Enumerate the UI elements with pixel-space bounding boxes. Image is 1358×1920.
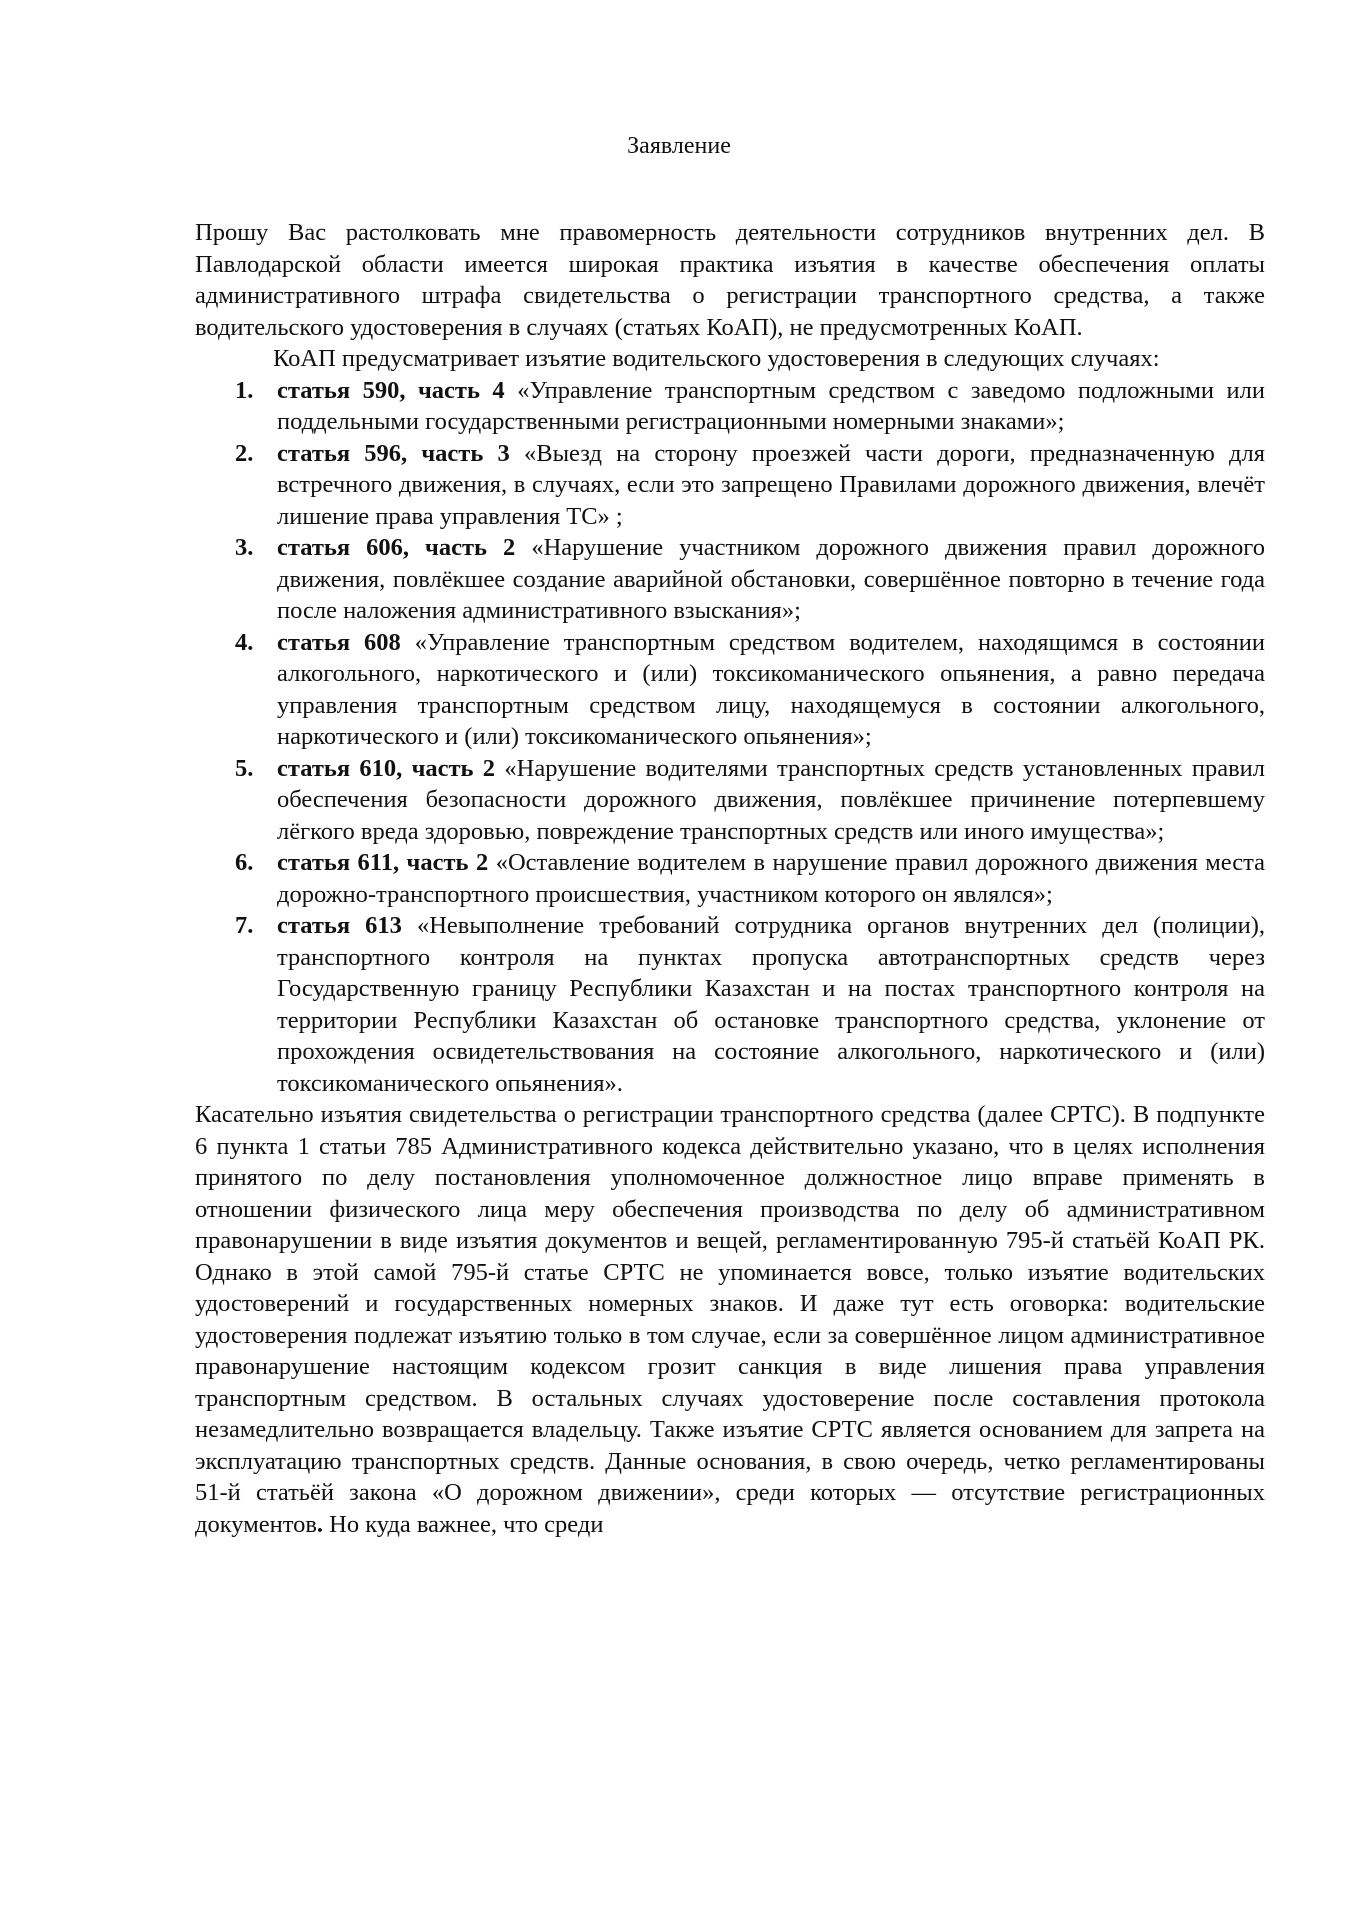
article-text: «Оставление водителем в нарушение правил дорожного движения места дорожно-транспортного происшествия, участником которого он являлся»; bbox=[277, 849, 1266, 908]
document-title: Заявление bbox=[627, 133, 731, 159]
article-reference: статья 610, часть 2 bbox=[277, 754, 496, 782]
list-item bbox=[235, 627, 1266, 753]
article-text: «Нарушение участником дорожного движения правил дорожного движения, повлёкшее создание аварийной обстановки, совершённое повторно в течение года после наложения административного взыскания»; bbox=[277, 534, 1265, 624]
list-item-number: 2. bbox=[235, 439, 254, 467]
list-item-number: 7. bbox=[235, 912, 254, 939]
articles-list bbox=[195, 375, 1265, 1100]
closing-paragraph bbox=[195, 1099, 1265, 1540]
article-text: «Нарушение водителями транспортных средств установленных правил обеспечения безопасности дорожного движения, повлёкшее причинение потерпевшему лёгкого вреда здоровью, повреждение транспортных средств или иного имущества»; bbox=[277, 754, 1265, 845]
list-item bbox=[235, 438, 1266, 533]
closing-paragraph-continuation: Но куда важнее, что среди bbox=[323, 1510, 604, 1538]
article-reference: статья 608 bbox=[277, 628, 401, 656]
closing-paragraph-text: Касательно изъятия свидетельства о регистрации транспортного средства (далее СРТС). В подпункте 6 пункта 1 статьи 785 Административного кодекса действительно указано, что в целях исполнения принятого по делу постановления уполномоченное должностное лицо вправе применять в отношении физического лица меру обеспечения производства по делу об административном правонарушении в виде изъятия документов и вещей, регламентированную 795-й статьёй КоАП РК. Однако в этой самой 795-й статье СРТС не упоминается вовсе, только изъятие водительских удостоверений и государственных номерных знаков. И даже тут есть оговорка: водительские удостоверения подлежат изъятию только в том случае, если за совершённое лицом административное правонарушение настоящим кодексом грозит санкция в виде лишения права управления транспортным средством. В остальных случаях удостоверение после составления протокола незамедлительно возвращается владельцу. Также изъятие СРТС является основанием для запрета на эксплуатацию транспортных средств. Данные основания, в свою очередь, четко регламентированы 51-й статьёй закона «О дорожном движении», среди которых — отсутствие регистрационных документов bbox=[195, 1101, 1265, 1538]
list-item bbox=[235, 375, 1265, 438]
article-reference: статья 613 bbox=[277, 912, 402, 939]
list-item bbox=[235, 910, 1265, 1099]
article-reference: статья 611, часть 2 bbox=[277, 849, 489, 876]
closing-paragraph-period: . bbox=[316, 1510, 324, 1538]
list-intro-paragraph: КоАП предусматривает изъятие водительского удостоверения в следующих случаях: bbox=[273, 345, 1160, 372]
list-item-number: 6. bbox=[235, 849, 254, 876]
list-item-number: 3. bbox=[235, 534, 254, 561]
list-item bbox=[235, 532, 1265, 627]
intro-paragraph: Прошу Вас растолковать мне правомерность деятельности сотрудников внутренних дел. В Павлодарской области имеется широкая практика изъятия в качестве обеспечения оплаты административного штрафа свидетельства о регистрации транспортного средства, а также водительского удостоверения в случаях (статьях КоАП), не предусмотренных КоАП. bbox=[195, 219, 1265, 341]
article-reference: статья 590, часть 4 bbox=[277, 376, 505, 404]
list-item-number: 1. bbox=[235, 376, 254, 404]
list-item-number: 5. bbox=[235, 754, 254, 782]
document-body bbox=[195, 217, 1265, 1540]
list-item bbox=[235, 753, 1265, 848]
article-text: «Управление транспортным средством с заведомо подложными или поддельными государственными регистрационными номерными знаками»; bbox=[277, 376, 1265, 435]
article-text: «Невыполнение требований сотрудника органов внутренних дел (полиции), транспортного контроля на пунктах пропуска автотранспортных средств через Государственную границу Республики Казахстан и на постах транспортного контроля на территории Республики Казахстан об остановке транспортного средства, уклонение от прохождения освидетельствования на состояние алкогольного, наркотического и (или) токсикоманического опьянения». bbox=[277, 912, 1265, 1097]
article-reference: статья 606, часть 2 bbox=[277, 534, 516, 561]
article-text: «Выезд на сторону проезжей части дороги, предназначенную для встречного движения, в случаях, если это запрещено Правилами дорожного движения, влечёт лишение права управления ТС» ; bbox=[277, 439, 1266, 530]
article-text: «Управление транспортным средством водителем, находящимся в состоянии алкогольного, наркотического и (или) токсикоманического опьянения, а равно передача управления транспортным средством лицу, находящемуся в состоянии алкогольного, наркотического и (или) токсикоманического опьянения»; bbox=[277, 628, 1266, 750]
article-reference: статья 596, часть 3 bbox=[277, 439, 510, 467]
list-item bbox=[235, 847, 1266, 910]
list-item-number: 4. bbox=[235, 628, 254, 656]
